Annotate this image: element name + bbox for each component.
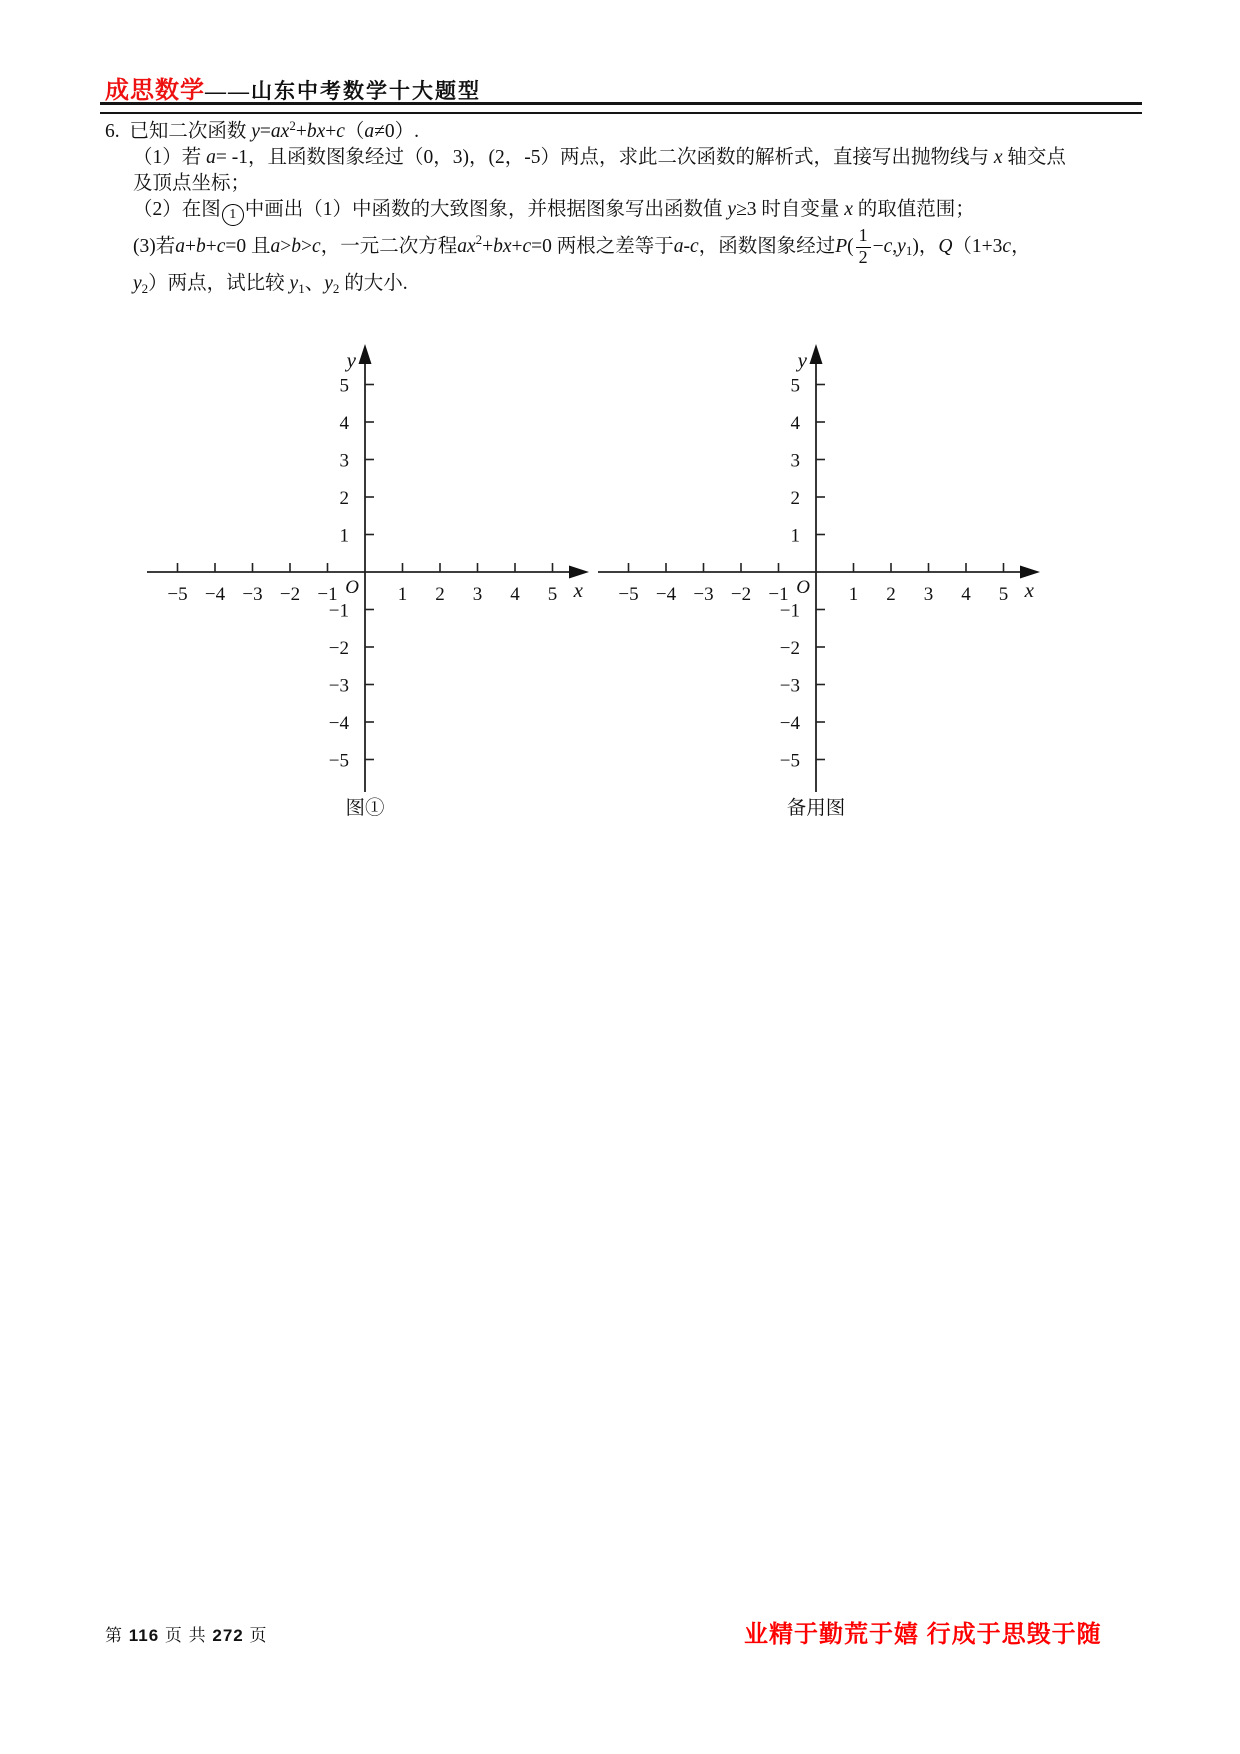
text-segment: b [196,236,206,257]
x-axis-arrow-icon [1020,566,1040,579]
text-segment: ）两点，试比较 [148,273,290,294]
x-tick-label: −1 [317,584,338,605]
text-segment: 中画出（1）中函数的大致图象，并根据图象写出函数值 [244,199,728,220]
text-segment: 的大小. [339,273,408,294]
text-segment: （ [344,121,365,142]
y-tick-label: 2 [790,488,800,509]
problem-line [105,223,1165,271]
text-segment: a [673,236,684,257]
problem-lines [105,119,1165,297]
y-tick-label: 1 [790,525,800,547]
text-segment: + [511,236,523,257]
problem-line [105,197,1165,223]
y-tick-label: 5 [790,375,800,397]
text-segment: + [325,121,337,142]
text-segment: , [892,236,898,257]
footer-page-indicator [105,1621,267,1646]
text-segment: Q [938,236,953,257]
x-tick-label: −5 [618,584,639,605]
text-segment: 2 [289,118,296,133]
text-segment: y [289,273,299,294]
y-tick-label: 3 [339,450,349,472]
y-axis-arrow-icon [359,344,372,364]
grid-caption-1: 图① [345,798,385,819]
x-tick-label: −5 [167,584,188,605]
text-segment: =0 两根之差等于 [531,236,674,257]
x-tick-label: −1 [768,584,789,605]
text-segment: = -1，且函数图象经过（0，3)，(2，-5）两点，求此二次函数的解析式，直接写出抛物线与 [215,147,994,168]
text-segment: c [216,236,226,257]
text-segment: a [364,121,375,142]
text-segment: y [324,273,333,294]
footer-suffix: 页 [249,1626,268,1645]
text-segment: （1）若 [133,147,207,168]
y-axis-arrow-icon [810,344,823,364]
x-tick-label: 4 [510,584,520,605]
x-tick-label: −2 [730,584,752,605]
text-segment: c [1002,236,1012,257]
text-segment: (3)若 [133,236,176,257]
y-tick-label: −3 [328,675,349,697]
y-tick-label: −1 [328,600,349,622]
y-tick-label: 4 [339,413,349,434]
footer-slogan: 业精于勤荒于嬉 行成于思毁于随 [744,1621,1102,1648]
text-segment: ( [847,236,854,257]
text-segment: 、 [304,273,325,294]
text-segment: y [897,236,906,257]
text-segment: c [312,236,321,257]
x-tick-label: −4 [204,584,226,605]
x-tick-label: −2 [279,584,301,605]
text-segment: x [844,199,853,220]
x-tick-label: 1 [397,584,408,605]
text-segment: 1 [905,243,913,258]
x-tick-label: 2 [886,584,896,605]
text-segment: + [295,121,307,142]
y-axis-label: y [797,348,807,372]
text-segment: ax [270,121,290,142]
x-tick-label: 3 [923,584,934,605]
y-tick-label: −2 [328,638,349,659]
x-tick-label: −3 [693,584,714,605]
x-axis-label: x [1024,578,1034,602]
y-tick-label: 3 [790,450,800,472]
x-tick-label: 4 [961,584,971,605]
y-tick-label: 1 [339,525,349,547]
text-segment: y [251,121,260,142]
text-segment: bx [493,236,512,257]
text-segment: c [336,121,345,142]
origin-label: O [345,577,359,598]
x-tick-label: 5 [998,584,1009,605]
footer-page-number: 116 [128,1626,160,1645]
grid-caption-2: 备用图 [786,798,846,819]
problem-line [105,171,1165,197]
problem-line [105,119,1165,145]
text-segment: 1 [222,204,244,226]
text-segment: c [690,236,699,257]
problem-line [105,271,1165,297]
footer-prefix: 第 [105,1626,123,1645]
text-segment: bx [306,121,326,142]
origin-label: O [796,577,810,598]
y-tick-label: −2 [779,638,800,659]
text-segment: > [301,236,313,257]
text-segment: - [683,236,691,257]
text-segment: + [185,236,196,257]
text-segment: + [205,236,217,257]
y-tick-label: −1 [779,600,800,622]
y-tick-label: −3 [779,675,800,697]
text-segment: b [291,236,302,257]
text-segment: )， [912,236,939,257]
text-segment: =0 且 [225,236,271,257]
y-tick-label: −4 [328,713,349,734]
text-segment: > [280,236,292,257]
text-segment: ， [1011,236,1031,257]
text-segment: P [835,236,848,257]
text-segment: 轴交点 [1002,147,1066,168]
text-segment: = [259,121,271,142]
text-segment: 的取值范围； [852,199,975,220]
y-tick-label: −5 [328,750,349,772]
text-segment: 6. 已知二次函数 [105,121,252,142]
text-segment: ，函数图象经过 [698,236,836,257]
coordinate-grid [586,330,1046,815]
text-segment: 2 [475,232,483,247]
text-segment: ax [457,236,476,257]
x-tick-label: −3 [242,584,263,605]
x-tick-label: 5 [547,584,558,605]
x-tick-label: 3 [472,584,483,605]
header-subtitle: ——山东中考数学十大题型 [205,79,481,103]
footer-total-pages: 272 [212,1626,244,1645]
text-segment: 2 [332,281,340,296]
x-tick-label: 1 [848,584,859,605]
footer-middle: 页 共 [164,1626,207,1645]
y-tick-label: −5 [779,750,800,772]
x-tick-label: −4 [655,584,677,605]
page-header [105,70,481,105]
header-divider [100,102,1142,114]
x-tick-label: 2 [435,584,445,605]
problem-line [105,145,1165,171]
x-axis-label: x [573,578,583,602]
text-segment: （2）在图 [133,199,221,220]
text-segment: a [206,147,216,168]
y-tick-label: 2 [339,488,349,509]
text-segment: ≥3 时自变量 [736,199,845,220]
y-tick-label: 5 [339,375,349,397]
text-segment: y [727,199,737,220]
text-segment: 1 [298,281,305,296]
text-segment: y [133,273,142,294]
y-tick-label: 4 [790,413,800,434]
text-segment: c [522,236,532,257]
text-segment: a [175,236,185,257]
fraction: $\frac{1}{2}$ [856,226,871,268]
brand-title: 成思数学 [105,78,205,104]
coordinate-grid [135,330,595,815]
text-segment: ≠0）. [374,121,419,142]
text-segment: − [872,236,884,257]
text-segment: c [883,236,893,257]
text-segment: 2 [141,281,149,296]
y-axis-label: y [346,348,356,372]
text-segment: 及顶点坐标； [133,173,251,194]
text-segment: x [993,147,1003,168]
text-segment: a [270,236,281,257]
text-segment: + [482,236,494,257]
y-tick-label: −4 [779,713,800,734]
text-segment: ，一元二次方程 [320,236,458,257]
text-segment: （1+3 [952,236,1003,257]
